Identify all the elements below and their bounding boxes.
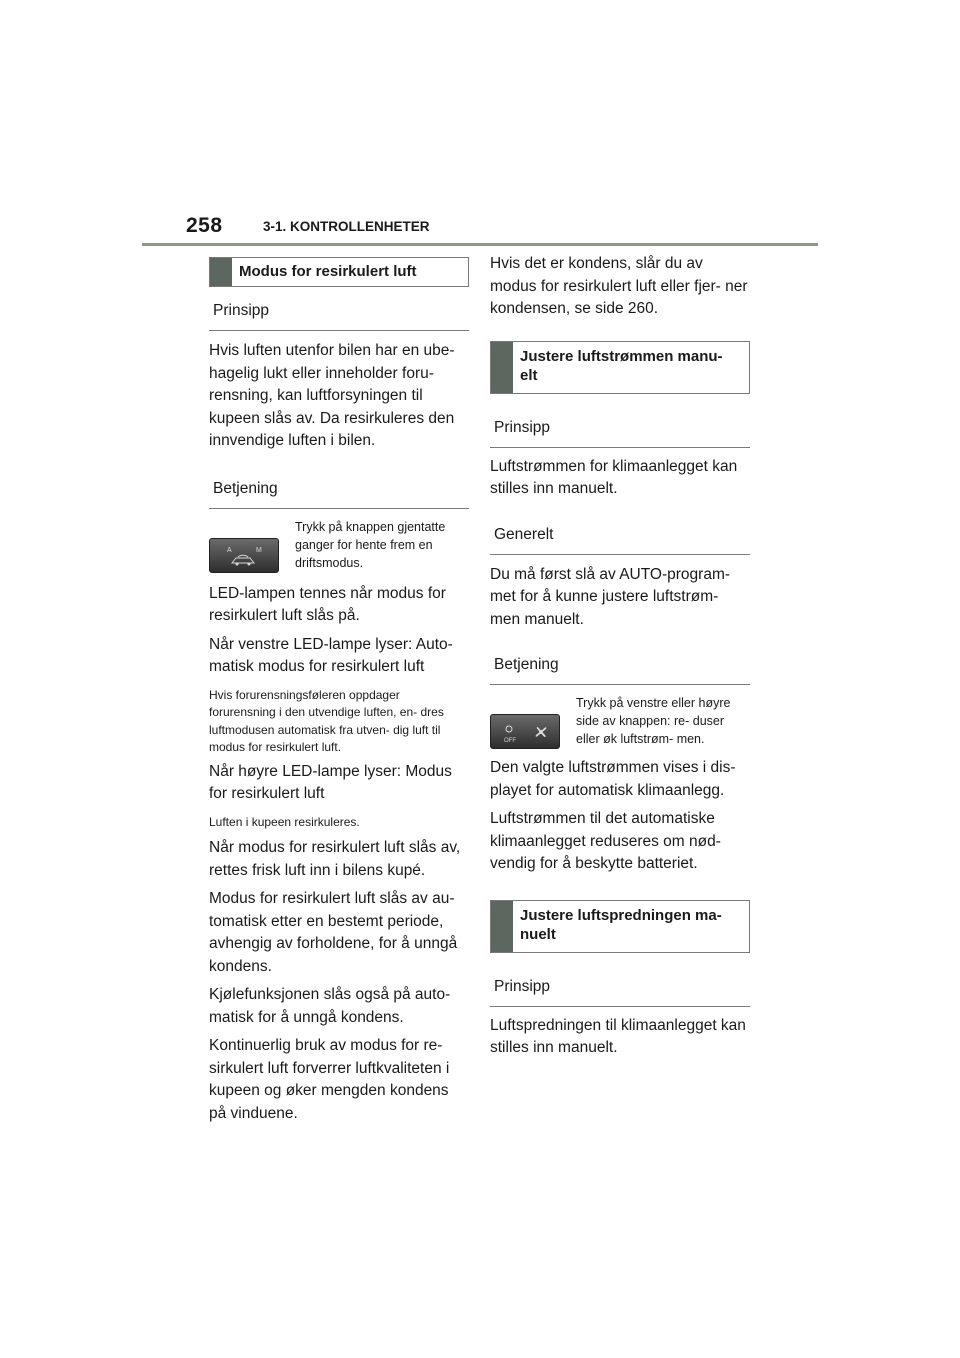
airflow-operation [490, 694, 750, 749]
paragraph-small: Hvis forurensningsføleren oppdager forurensning i den utvendige luften, en- dres luftmodusen automatisk fra utven- dig luft til modus for resirkulert luft. [209, 687, 444, 754]
section-heading-text: Justere luftstrømmen manu- elt [520, 347, 723, 384]
page-number: 258 [186, 214, 223, 237]
subheading-principle: Prinsipp [209, 301, 469, 331]
battery-text: Luftstrømmen til det automatiske klimaanlegget reduseres om nød- vendig for å beskytte batteriet. [490, 810, 721, 872]
principle-text: Luftspredningen til klimaanlegget kan stilles inn manuelt. [490, 1016, 746, 1056]
section-heading-airflow [490, 341, 750, 394]
section-heading-distribution [490, 900, 750, 953]
section-heading-text: Justere luftspredningen ma- nuelt [520, 906, 722, 943]
airflow-button-image [490, 714, 560, 749]
paragraph: Modus for resirkulert luft slås av au- tomatisk etter en bestemt periode, avhengig av forholdene, for å unngå kondens. [209, 890, 458, 975]
intro-text: Hvis det er kondens, slår du av modus for resirkulert luft eller fjer- ner kondensen, se side 260. [490, 255, 748, 317]
section-heading-text: Modus for resirkulert luft [239, 263, 417, 280]
display-text: Den valgte luftstrømmen vises i dis- playet for automatisk klimaanlegg. [490, 759, 736, 799]
button-label-a: A [227, 546, 232, 554]
section-heading-recirculation [209, 257, 469, 287]
subheading-operation: Betjening [490, 655, 750, 685]
paragraph: Når venstre LED-lampe lyser: Auto- matisk modus for resirkulert luft [209, 635, 453, 675]
header-divider [142, 243, 818, 246]
operation-caption: Trykk på venstre eller høyre side av knappen: re- duser eller øk luftstrøm- men. [576, 696, 731, 746]
left-column [209, 257, 469, 1125]
recirculation-operation [209, 518, 469, 573]
section-heading-bar [210, 258, 232, 286]
button-off-label: OFF [504, 738, 516, 744]
paragraph: Når modus for resirkulert luft slås av, rettes frisk luft inn i bilens kupé. [209, 839, 461, 879]
subheading-general: Generelt [490, 525, 750, 555]
section-heading-bar [491, 342, 513, 393]
principle-text: Hvis luften utenfor bilen har en ube- hagelig lukt eller inneholder foru- rensning, kan luftforsyningen til kupeen slås av. Da resirkuleres den innvendige luften i bilen. [209, 342, 455, 449]
recirculation-car-icon [210, 539, 278, 572]
principle-text: Luftstrømmen for klimaanlegget kan stilles inn manuelt. [490, 457, 738, 497]
general-text: Du må først slå av AUTO-program- met for å kunne justere luftstrøm- men manuelt. [490, 565, 731, 628]
section-heading-bar [491, 901, 513, 952]
subheading-principle: Prinsipp [490, 977, 750, 1007]
right-column [490, 257, 750, 1060]
chapter-title: 3-1. KONTROLLENHETER [263, 219, 430, 234]
button-label-m: M [256, 546, 262, 554]
operation-caption: Trykk på knappen gjentatte ganger for hente frem en driftsmodus. [295, 519, 446, 570]
fan-icon [491, 715, 559, 748]
paragraph: Når høyre LED-lampe lyser: Modus for resirkulert luft [209, 762, 452, 802]
subheading-operation: Betjening [209, 479, 469, 509]
paragraph: LED-lampen tennes når modus for resirkulert luft slås på. [209, 584, 446, 624]
paragraph: Kjølefunksjonen slås også på auto- matisk for å unngå kondens. [209, 986, 451, 1026]
paragraph: Kontinuerlig bruk av modus for re- sirkulert luft forverrer luftkvaliteten i kupeen og øker mengden kondens på vinduene. [209, 1037, 450, 1122]
recirculation-button-image [209, 538, 279, 573]
subheading-principle: Prinsipp [490, 418, 750, 448]
paragraph-small: Luften i kupeen resirkuleres. [209, 814, 360, 829]
